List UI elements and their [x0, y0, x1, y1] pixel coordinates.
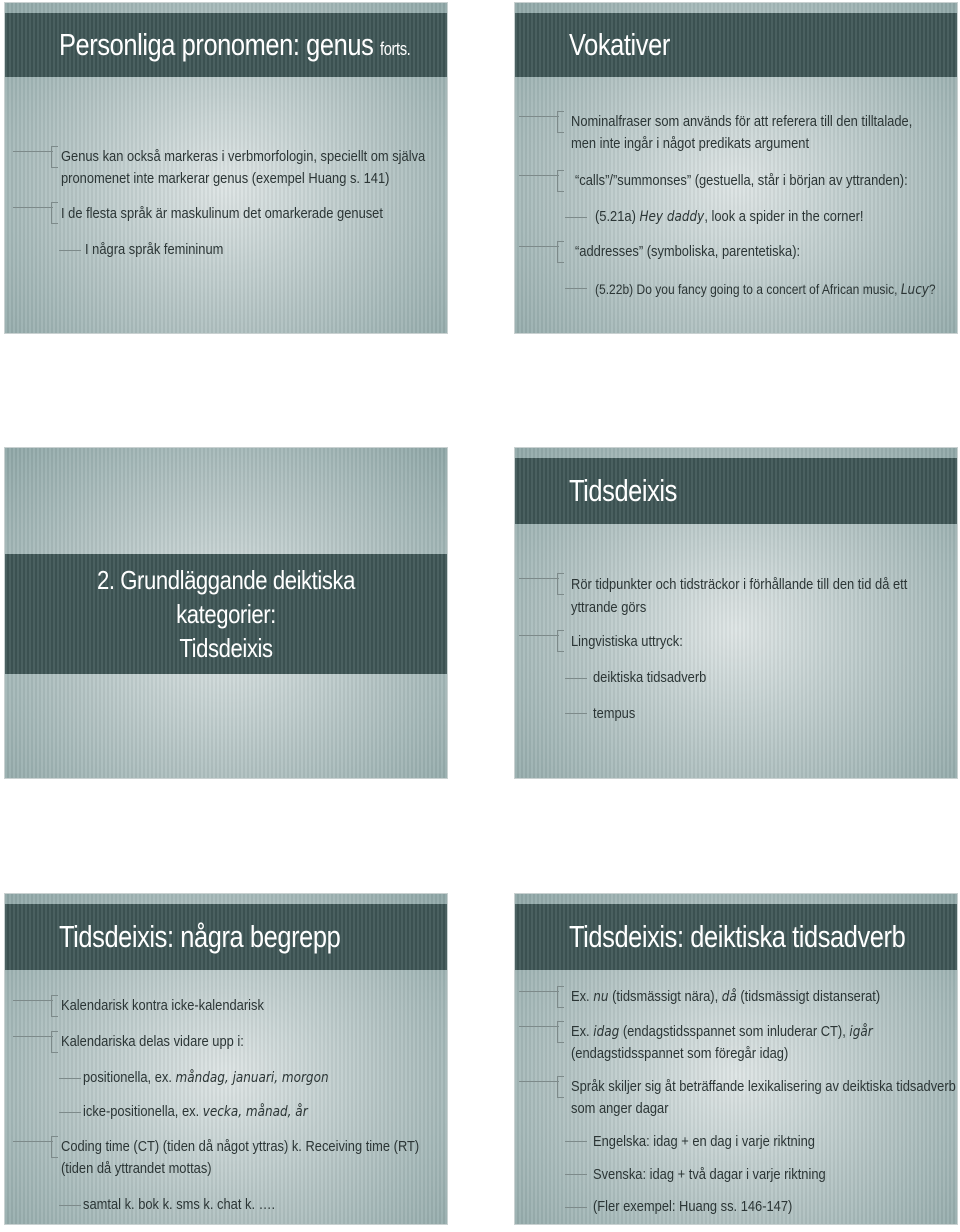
sub-bullet-marker — [565, 1141, 587, 1142]
bullet-text: Ex. nu (tidsmässigt nära), då (tidsmässigt distanserat) — [571, 988, 881, 1005]
slide-title-band — [5, 554, 447, 674]
slide-title-band — [515, 13, 957, 77]
bullet-text: Coding time (CT) (tiden då något yttras) k. Receiving time (RT) — [61, 1138, 420, 1155]
sub-bullet-text: I några språk femininum — [85, 241, 224, 258]
bullet-marker — [13, 1036, 53, 1061]
sub-bullet-marker — [59, 1205, 81, 1206]
bullet-text: Kalendarisk kontra icke-kalendarisk — [61, 997, 264, 1014]
slide-title: 2. Grundläggande deiktiska kategorier: Tidsdeixis — [96, 565, 356, 663]
slide-title: Tidsdeixis: deiktiska tidsadverb — [569, 919, 906, 954]
slide-title-band — [5, 904, 447, 970]
bullet-marker — [13, 207, 53, 232]
sub-bullet-text: (5.21a) Hey daddy, look a spider in the corner! — [595, 208, 864, 225]
bullet-text: (tiden då yttrandet mottas) — [61, 1160, 212, 1177]
slide-title: Personliga pronomen: genus forts. — [59, 27, 411, 62]
sub-bullet-text: samtal k. bok k. sms k. chat k. …. — [83, 1196, 276, 1213]
slide-tidsdeixis-begrepp — [4, 893, 448, 1225]
bullet-marker — [519, 175, 559, 200]
bullet-marker — [519, 1081, 559, 1106]
bullet-text: (endagstidsspannet som föregår idag) — [571, 1045, 789, 1062]
sub-bullet-marker — [565, 1207, 587, 1208]
sub-bullet-marker — [565, 678, 587, 679]
bullet-marker — [519, 578, 559, 603]
bullet-text: som anger dagar — [571, 1100, 669, 1117]
bullet-marker — [519, 635, 559, 660]
sub-bullet-marker — [59, 1078, 81, 1079]
sub-bullet-marker — [59, 250, 81, 251]
sub-bullet-text: positionella, ex. måndag, januari, morgon — [83, 1069, 329, 1086]
sub-bullet-text: (Fler exempel: Huang ss. 146-147) — [593, 1198, 793, 1215]
slide-vokativer — [514, 2, 958, 334]
slide-title: Tidsdeixis — [569, 473, 677, 508]
bullet-text: Rör tidpunkter och tidsträckor i förhållande till den tid då ett — [571, 576, 908, 593]
sub-bullet-marker — [565, 1174, 587, 1175]
slide-title-band — [515, 458, 957, 524]
sub-bullet-marker — [565, 288, 587, 289]
slide-title: Vokativer — [569, 27, 670, 62]
bullet-text: Genus kan också markeras i verbmorfologin, speciellt om själva — [61, 148, 426, 165]
slide-title: Tidsdeixis: några begrepp — [59, 919, 341, 954]
bullet-text: yttrande görs — [571, 599, 647, 616]
sub-bullet-text: icke-positionella, ex. vecka, månad, år — [83, 1103, 308, 1120]
slide-deiktiska-tidsadverb — [514, 893, 958, 1225]
sub-bullet-marker — [59, 1112, 81, 1113]
bullet-text: Nominalfraser som används för att referera till den tilltalade, — [571, 113, 913, 130]
slide-title-band — [515, 904, 957, 970]
bullet-marker — [13, 1141, 53, 1166]
bullet-marker — [519, 1026, 559, 1051]
bullet-text: Ex. idag (endagstidsspannet som inluderar CT), igår — [571, 1023, 873, 1040]
bullet-marker — [13, 151, 53, 176]
slide-personliga-pronomen — [4, 2, 448, 334]
sub-bullet-text: tempus — [593, 705, 636, 722]
bullet-marker — [13, 1000, 53, 1025]
slide-grundlaggande-kategorier — [4, 447, 448, 779]
sub-bullet-text: Svenska: idag + två dagar i varje riktning — [593, 1166, 826, 1183]
bullet-text: “addresses” (symboliska, parentetiska): — [575, 243, 801, 260]
bullet-marker — [519, 991, 559, 1016]
slide-tidsdeixis — [514, 447, 958, 779]
bullet-text: I de flesta språk är maskulinum det omarkerade genuset — [61, 205, 383, 222]
sub-bullet-marker — [565, 713, 587, 714]
bullet-text: Kalendariska delas vidare upp i: — [61, 1033, 244, 1050]
bullet-marker — [519, 116, 559, 141]
bullet-text: “calls”/”summonses” (gestuella, står i början av yttranden): — [575, 172, 908, 189]
sub-bullet-text: deiktiska tidsadverb — [593, 669, 707, 686]
sub-bullet-text: Engelska: idag + en dag i varje riktning — [593, 1133, 815, 1150]
bullet-text: pronomenet inte markerar genus (exempel Huang s. 141) — [61, 170, 390, 187]
sub-bullet-text: (5.22b) Do you fancy going to a concert of African music, Lucy? — [595, 281, 936, 298]
slide-title-band — [5, 13, 447, 77]
bullet-text: men inte ingår i något predikats argument — [571, 135, 810, 152]
bullet-marker — [519, 246, 559, 271]
sub-bullet-marker — [565, 217, 587, 218]
bullet-text: Språk skiljer sig åt beträffande lexikalisering av deiktiska tidsadverb — [571, 1078, 956, 1095]
bullet-text: Lingvistiska uttryck: — [571, 633, 683, 650]
